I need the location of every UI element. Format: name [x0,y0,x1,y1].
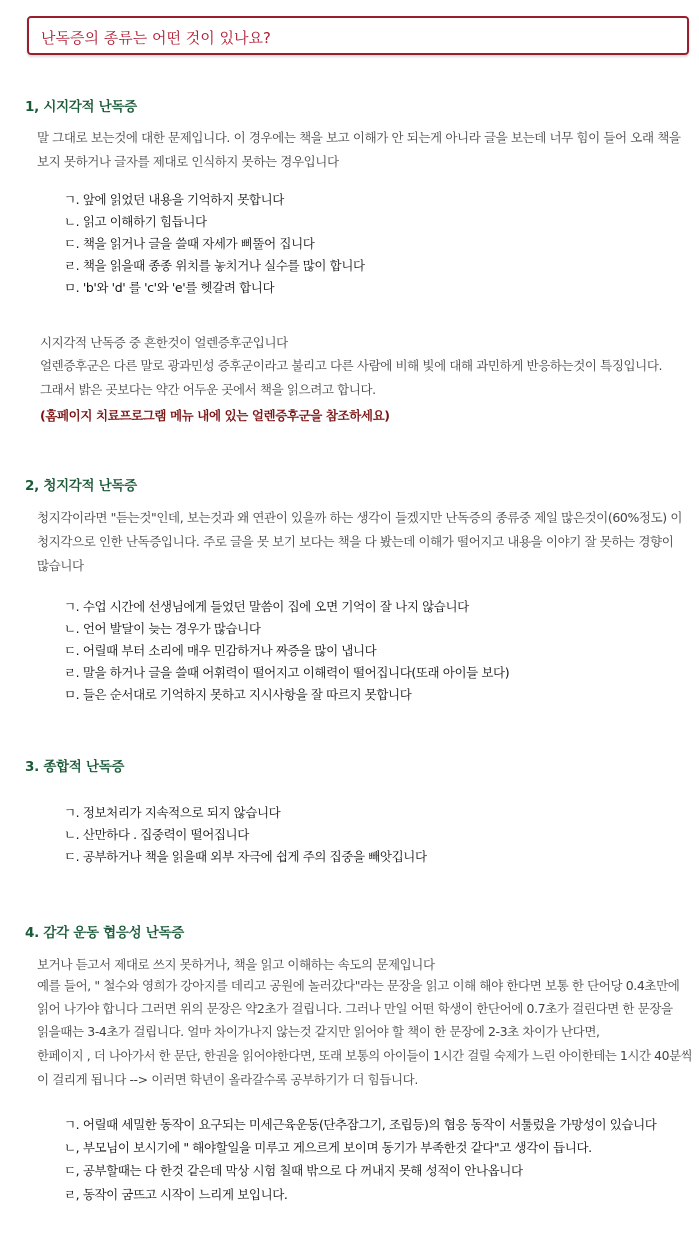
section-1-note: (홈페이지 치료프로그램 메뉴 내에 있는 얼렌증후군을 참조하세요) [40,408,390,423]
list-item: ㄹ. 책을 읽을때 종종 위치를 놓치거나 실수를 많이 합니다 [64,258,365,273]
paragraph-line: 이 걸리게 됩니다 --> 이러면 학년이 올라갈수록 공부하기가 더 힘듭니다. [37,1072,418,1087]
list-item: ㄱ. 정보처리가 지속적으로 되지 않습니다 [64,805,281,820]
paragraph-line: 읽을때는 3-4초가 걸립니다. 얼마 차이가나지 않는것 같지만 읽어야 할 책이 한 문장에 2-3초 차이가 난다면, [37,1024,600,1039]
list-item: ㄴ. 언어 발달이 늦는 경우가 많습니다 [64,621,261,636]
list-item: ㅁ. 'b'와 'd' 를 'c'와 'e'를 헷갈려 합니다 [64,280,275,295]
paragraph-line: 보거나 듣고서 제대로 쓰지 못하거나, 책을 읽고 이해하는 속도의 문제입니다 [37,957,435,972]
paragraph-line: 예를 들어, " 철수와 영희가 강아지를 데리고 공원에 놀러갔다"라는 문장을 읽고 이해 해야 한다면 보통 한 단어당 0.4초만에 [37,978,680,993]
paragraph-line: 한페이지 , 더 나아가서 한 문단, 한권을 읽어야한다면, 또래 보통의 아이들이 1시간 걸릴 숙제가 느린 아이한테는 1시간 40분씩 [37,1049,693,1063]
list-item: ㅁ. 들은 순서대로 기억하지 못하고 지시사항을 잘 따르지 못합니다 [64,687,412,702]
list-item: ㄱ. 앞에 읽었던 내용을 기억하지 못합니다 [64,192,284,207]
list-item: ㄴ, 부모님이 보시기에 " 해야할일을 미루고 게으르게 보이며 동기가 부족한것 같다"고 생각이 듭니다. [64,1140,592,1155]
section-3-heading: 3. 종합적 난독증 [25,759,125,775]
paragraph-line: 청지각이라면 "듣는것"인데, 보는것과 왜 연관이 있을까 하는 생각이 들겠지만 난독증의 종류중 제일 많은것이(60%정도) 이 [37,510,682,525]
paragraph-line: 그래서 밝은 곳보다는 약간 어두운 곳에서 책을 읽으려고 합니다. [40,382,376,397]
page-title-box [27,16,689,55]
page-title: 난독증의 종류는 어떤 것이 있나요? [41,29,271,47]
section-4-heading: 4. 감각 운동 협응성 난독증 [25,925,184,941]
list-item: ㄴ. 산만하다 . 집중력이 떨어집니다 [64,827,249,842]
paragraph-line: 보지 못하거나 글자를 제대로 인식하지 못하는 경우입니다 [37,154,339,169]
list-item: ㄹ. 말을 하거나 글을 쓸때 어휘력이 떨어지고 이해력이 떨어집니다(또래 아이들 보다) [64,665,510,680]
list-item: ㄱ. 어릴때 세밀한 동작이 요구되는 미세근육운동(단추잠그기, 조립등)의 협응 동작이 서툴렀을 가망성이 있습니다 [64,1117,657,1132]
paragraph-line: 시지각적 난독증 중 흔한것이 얼렌증후군입니다 [40,335,288,350]
list-item: ㄷ. 책을 읽거나 글을 쓸때 자세가 삐뚤어 집니다 [64,236,315,251]
list-item: ㄷ, 공부할때는 다 한것 같은데 막상 시험 칠때 밖으로 다 꺼내지 못해 성적이 안나옵니다 [64,1163,523,1178]
section-1-heading: 1, 시지각적 난독증 [25,99,137,115]
list-item: ㄷ. 어릴때 부터 소리에 매우 민감하거나 짜증을 많이 냅니다 [64,643,377,658]
paragraph-line: 청지각으로 인한 난독증입니다. 주로 글을 못 보기 보다는 책을 다 봤는데 이해가 떨어지고 내용을 이야기 잘 못하는 경향이 [37,534,674,549]
paragraph-line: 말 그대로 보는것에 대한 문제입니다. 이 경우에는 책을 보고 이해가 안 되는게 아니라 글을 보는데 너무 힘이 들어 오래 책을 [37,130,681,145]
list-item: ㄷ. 공부하거나 책을 읽을때 외부 자극에 쉽게 주의 집중을 빼앗깁니다 [64,849,427,864]
list-item: ㄱ. 수업 시간에 선생님에게 들었던 말씀이 집에 오면 기억이 잘 나지 않습니다 [64,599,469,614]
list-item: ㄹ, 동작이 굼뜨고 시작이 느리게 보입니다. [64,1187,288,1202]
list-item: ㄴ. 읽고 이해하기 힘듭니다 [64,214,207,229]
section-2-heading: 2, 청지각적 난독증 [25,478,137,494]
paragraph-line: 읽어 나가야 합니다 그러면 위의 문장은 약2초가 걸립니다. 그러나 만일 어떤 학생이 한단어에 0.7초가 걸린다면 한 문장을 [37,1001,673,1016]
paragraph-line: 얼렌증후군은 다른 말로 광과민성 증후군이라고 불리고 다른 사람에 비해 빛에 대해 과민하게 반응하는것이 특징입니다. [40,358,663,373]
paragraph-line: 많습니다 [37,558,84,573]
